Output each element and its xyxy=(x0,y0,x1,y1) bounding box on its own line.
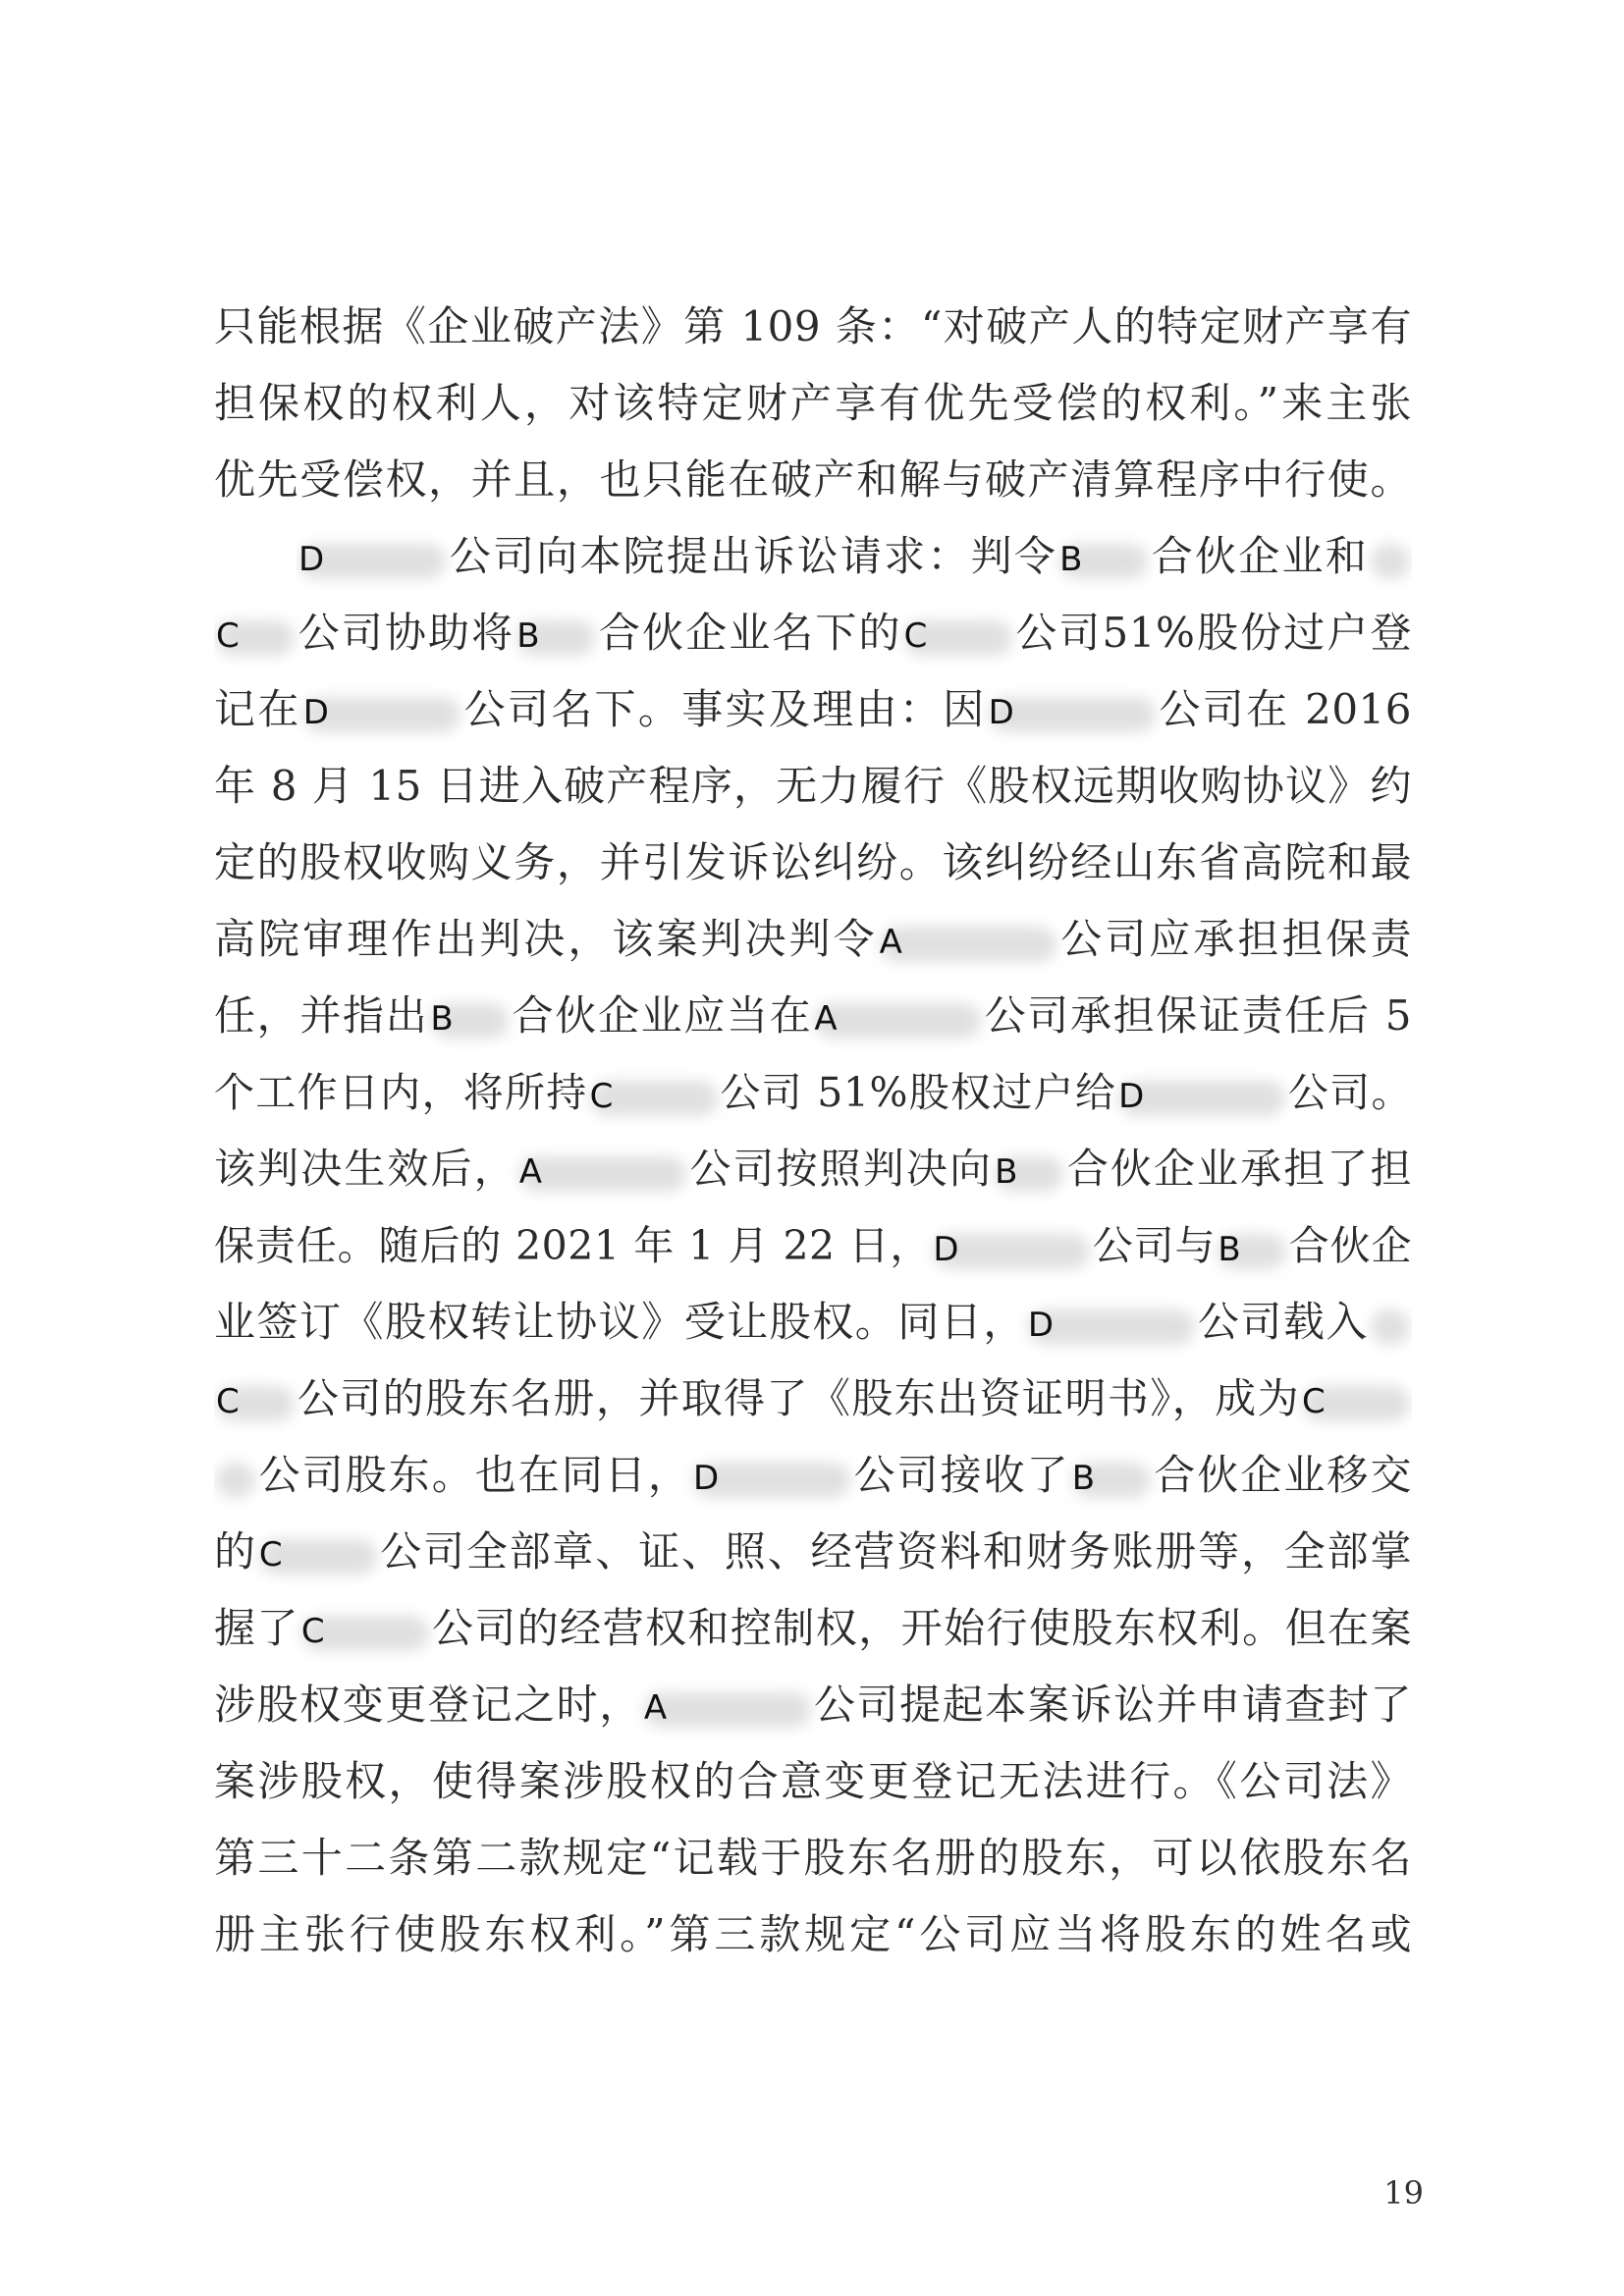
text-run: 公司51%股份过户登 xyxy=(1013,609,1412,657)
redacted-party-label: D xyxy=(1118,1073,1285,1120)
text-run: 保责任。随后的 2021 年 1 月 22 日， xyxy=(214,1222,932,1269)
text-run: 公司接收了 xyxy=(851,1451,1070,1499)
body-line-14 xyxy=(214,1288,1412,1357)
body-line-2 xyxy=(214,369,1412,438)
body-line-3 xyxy=(214,446,1412,514)
text-run: 高院审理作出判决，该案判决判令 xyxy=(214,915,878,963)
redacted-party-label: D xyxy=(298,536,446,583)
text-run: 合伙企业名下的 xyxy=(597,609,902,657)
text-run: 公司。 xyxy=(1287,1069,1412,1116)
body-line-20 xyxy=(214,1747,1412,1816)
text-run: 涉股权变更登记之时， xyxy=(214,1681,642,1729)
text-run: 个工作日内，将所持 xyxy=(214,1069,588,1116)
text-run: 公司全部章、证、照、经营资料和财务账册等，全部掌 xyxy=(378,1527,1412,1575)
text-run: 合伙企业移交 xyxy=(1152,1451,1412,1499)
text-run: 册主张行使股东权利。”第三款规定“公司应当将股东的姓名或 xyxy=(214,1910,1412,1958)
body-line-21 xyxy=(214,1824,1412,1893)
text-run: 案涉股权，使得案涉股权的合意变更登记无法进行。《公司法》 xyxy=(214,1757,1412,1805)
text-run: 合伙企业应当在 xyxy=(511,991,813,1040)
redacted-party-label: B xyxy=(1059,536,1148,583)
text-run: 该判决生效后， xyxy=(214,1145,517,1193)
redacted-party-label: B xyxy=(1072,1455,1151,1502)
redacted-blur xyxy=(1371,536,1410,583)
text-run: 公司的股东名册，并取得了《股东出资证明书》，成为 xyxy=(297,1374,1300,1422)
body-line-13 xyxy=(214,1211,1412,1280)
redacted-party-label: D xyxy=(693,1455,850,1502)
body-line-4 xyxy=(297,522,1412,591)
text-run: 握了 xyxy=(214,1604,299,1652)
text-run: 公司名下。事实及理由：因 xyxy=(461,685,987,733)
body-line-9 xyxy=(214,905,1412,974)
body-line-12 xyxy=(214,1135,1412,1203)
body-line-22 xyxy=(214,1900,1412,1969)
redacted-party-label: C xyxy=(259,1531,377,1578)
redacted-party-label: C xyxy=(301,1608,429,1655)
text-run: 公司股东。也在同日， xyxy=(257,1451,691,1499)
redacted-party-label: A xyxy=(814,995,981,1042)
body-line-6 xyxy=(214,675,1412,744)
body-line-8 xyxy=(214,828,1412,897)
body-line-16 xyxy=(214,1441,1412,1510)
body-line-1 xyxy=(214,293,1412,361)
text-run: 公司协助将 xyxy=(297,609,515,657)
redacted-party-label: A xyxy=(880,919,1056,966)
body-line-15 xyxy=(214,1364,1412,1433)
redacted-party-label: B xyxy=(995,1148,1063,1196)
text-run: 的 xyxy=(214,1527,257,1575)
text-run: 优先受偿权，并且，也只能在破产和解与破产清算程序中行使。 xyxy=(214,455,1412,504)
redacted-party-label: C xyxy=(216,1378,295,1425)
redacted-party-label: D xyxy=(1028,1302,1195,1349)
text-run: 公司承担保证责任后 5 xyxy=(983,991,1412,1040)
text-run: 年 8 月 15 日进入破产程序，无力履行《股权远期收购协议》约 xyxy=(214,762,1412,810)
text-run: 任，并指出 xyxy=(214,991,429,1040)
redacted-party-label: A xyxy=(519,1148,686,1196)
body-line-19 xyxy=(214,1671,1412,1739)
text-run: 公司应承担担保责 xyxy=(1057,915,1412,963)
text-run: 业签订《股权转让协议》受让股权。同日， xyxy=(214,1298,1026,1346)
text-run: 公司按照判决向 xyxy=(687,1145,994,1193)
redacted-party-label: C xyxy=(216,613,295,660)
text-run: 合伙企业承担了担 xyxy=(1065,1145,1412,1193)
body-line-7 xyxy=(214,752,1412,821)
text-run: 担保权的权利人，对该特定财产享有优先受偿的权利。”来主张 xyxy=(214,379,1412,427)
text-run: 合伙企业和 xyxy=(1150,532,1369,580)
text-run: 公司提起本案诉讼并申请查封了 xyxy=(812,1681,1412,1729)
body-line-18 xyxy=(214,1594,1412,1663)
text-run: 定的股权收购义务，并引发诉讼纠纷。该纠纷经山东省高院和最 xyxy=(214,838,1412,886)
text-run: 合伙企 xyxy=(1288,1222,1412,1269)
redacted-party-label: D xyxy=(933,1226,1090,1273)
text-run: 公司 51%股权过户给 xyxy=(719,1069,1117,1116)
body-line-5 xyxy=(214,599,1412,667)
redacted-party-label: D xyxy=(989,689,1156,736)
page-number: 19 xyxy=(1383,2174,1424,2212)
text-run: 第三十二条第二款规定“记载于股东名册的股东，可以依股东名 xyxy=(214,1834,1412,1882)
redacted-party-label: B xyxy=(516,613,595,660)
redacted-party-label: C xyxy=(590,1073,718,1120)
body-line-10 xyxy=(214,982,1412,1050)
redacted-party-label: D xyxy=(303,689,460,736)
text-run: 只能根据《企业破产法》第 109 条：“对破产人的特定财产享有 xyxy=(214,302,1412,350)
redacted-party-label: B xyxy=(430,995,509,1042)
text-run: 公司向本院提出诉讼请求：判令 xyxy=(448,532,1058,580)
text-run: 公司与 xyxy=(1092,1222,1217,1269)
text-run: 公司的经营权和控制权，开始行使股东权利。但在案 xyxy=(430,1604,1412,1652)
redacted-party-label: A xyxy=(644,1684,811,1732)
text-run: 记在 xyxy=(214,685,301,733)
body-line-11 xyxy=(214,1058,1412,1127)
body-line-17 xyxy=(214,1518,1412,1586)
text-run: 公司在 2016 xyxy=(1157,685,1412,733)
redacted-party-label: C xyxy=(904,613,1012,660)
redacted-party-label: B xyxy=(1218,1226,1286,1273)
redacted-blur xyxy=(216,1455,255,1502)
text-run: 公司载入 xyxy=(1196,1298,1369,1346)
redacted-blur xyxy=(1371,1302,1410,1349)
redacted-party-label: C xyxy=(1302,1378,1410,1425)
